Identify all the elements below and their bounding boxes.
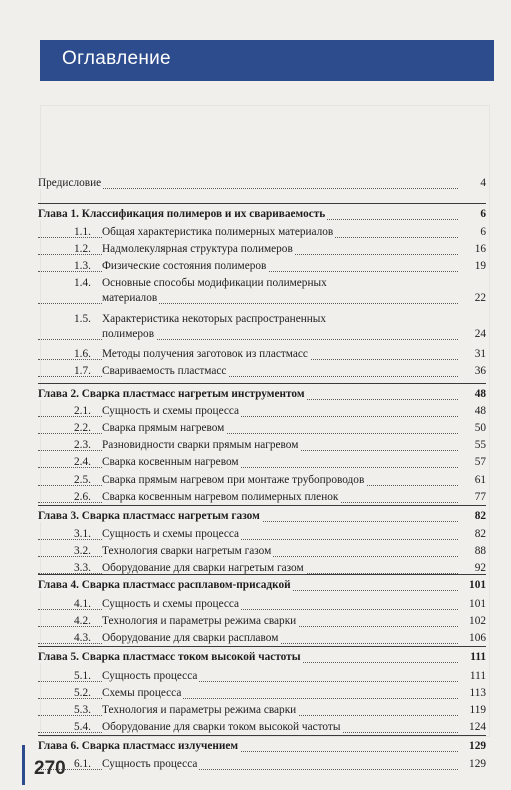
toc-entry-title: Сущность процесса [102,670,198,682]
toc-entry-title: Глава 5. Сварка пластмасс током высокой частоты [38,651,301,663]
header-bar [40,40,494,81]
toc-chapter[interactable] [38,651,486,667]
dot-leader [38,339,458,340]
page-number-rule [22,745,25,785]
toc-entry-number: 5.1. [74,670,91,682]
dot-leader [38,303,458,304]
toc-entry-title: Надмолекулярная структура полимеров [102,243,293,255]
toc-entry[interactable] [38,348,486,364]
toc-entry[interactable] [38,456,486,472]
toc-entry-page: 57 [474,456,486,468]
toc-entry-page: 119 [469,704,486,716]
toc-entry-page: 82 [474,510,486,522]
toc-entry-title: Методы получения заготовок из пластмасс [102,348,308,360]
page-number: 270 [34,758,66,779]
toc-entry[interactable] [38,758,486,774]
toc-entry-number: 2.2. [74,422,91,434]
toc-entry-title: Глава 1. Классификация полимеров и их свариваемость [38,208,326,220]
toc-entry-title: Глава 4. Сварка пластмасс расплавом-присадкой [38,579,291,591]
toc-entry-title: Сущность и схемы процесса [102,528,240,540]
toc-entry-page: 101 [469,598,486,610]
toc-entry-number: 1.5. [74,313,91,325]
toc-entry-title: Сварка прямым нагревом при монтаже трубопроводов [102,474,365,486]
toc-entry-page: 124 [469,721,486,733]
toc-entry-page: 48 [474,388,486,400]
toc-entry[interactable] [38,243,486,259]
toc-entry-page: 55 [474,439,486,451]
toc-entry-number: 3.2. [74,545,91,557]
toc-entry-page: 4 [480,177,486,189]
toc-entry-title: Сварка косвенным нагревом [102,456,239,468]
toc-entry-number: 2.3. [74,439,91,451]
toc-entry-number: 2.4. [74,456,91,468]
toc-entry-number: 2.1. [74,405,91,417]
toc-preface[interactable] [38,177,486,193]
toc-entry[interactable] [38,528,486,544]
toc-entry-number: 5.2. [74,687,91,699]
toc-entry-title: Технология и параметры режима сварки [102,615,297,627]
toc-entry-title: Предисловие [38,177,102,189]
toc-entry-title: Технология сварки нагретым газом [102,545,272,557]
toc-entry-page: 88 [474,545,486,557]
toc-entry[interactable] [38,704,486,720]
toc-entry-page: 111 [470,651,486,663]
toc-entry-page: 129 [469,758,486,770]
toc-entry-number: 1.2. [74,243,91,255]
toc-entry-continued [38,328,486,344]
toc-entry-number: 1.3. [74,260,91,272]
toc-entry[interactable] [38,277,486,293]
toc-entry-title: Сварка прямым нагревом [102,422,225,434]
toc-entry-title: Технология и параметры режима сварки [102,704,297,716]
toc-entry-number: 5.4. [74,721,91,733]
toc-entry-title: Оборудование для сварки нагретым газом [102,562,304,574]
toc-entry-title: Основные способы модификации полимерных [102,277,327,289]
toc-entry-title: Глава 3. Сварка пластмасс нагретым газом [38,510,260,522]
toc-entry[interactable] [38,260,486,276]
toc-entry-page: 22 [474,292,486,304]
toc-entry-title: Схемы процесса [102,687,182,699]
chapter-separator [38,646,486,647]
toc-entry-page: 92 [474,562,486,574]
toc-entry-page: 6 [480,226,486,238]
page-title: Оглавление [62,48,171,69]
toc-entry[interactable] [38,365,486,381]
toc-entry-number: 3.1. [74,528,91,540]
toc-entry-page: 111 [469,670,486,682]
toc-chapter[interactable] [38,579,486,595]
toc-entry-title: Сущность и схемы процесса [102,405,240,417]
chapter-separator [38,383,486,384]
toc-entry-title-continued: полимеров [102,328,155,340]
toc-entry-number: 2.6. [74,491,91,503]
toc-entry-title: Оборудование для сварки током высокой частоты [102,721,341,733]
toc-entry-number: 5.3. [74,704,91,716]
chapter-separator [38,735,486,736]
toc-entry-continued [38,292,486,308]
toc-entry-number: 1.1. [74,226,91,238]
toc-entry-title: Общая характеристика полимерных материалов [102,226,334,238]
toc-entry-page: 106 [469,632,486,644]
toc-entry[interactable] [38,313,486,329]
toc-entry[interactable] [38,439,486,455]
toc-entry-title-continued: материалов [102,292,158,304]
toc-entry-page: 77 [474,491,486,503]
toc-entry-page: 31 [474,348,486,360]
toc-entry-title: Глава 6. Сварка пластмасс излучением [38,740,239,752]
toc-chapter[interactable] [38,208,486,224]
chapter-separator [38,505,486,506]
toc-entry-number: 4.2. [74,615,91,627]
toc-entry[interactable] [38,562,486,578]
toc-entry-title: Разновидности сварки прямым нагревом [102,439,299,451]
toc-chapter[interactable] [38,740,486,756]
toc-entry-page: 82 [474,528,486,540]
toc-entry[interactable] [38,474,486,490]
toc-entry-page: 19 [474,260,486,272]
toc-chapter[interactable] [38,388,486,404]
toc-entry-page: 101 [469,579,486,591]
toc-entry-page: 129 [469,740,486,752]
toc-entry[interactable] [38,422,486,438]
toc-entry-page: 102 [469,615,486,627]
toc-entry[interactable] [38,670,486,686]
toc-entry-page: 113 [469,687,486,699]
toc-entry[interactable] [38,545,486,561]
chapter-separator [38,203,486,204]
toc-entry-page: 6 [480,208,486,220]
chapter-separator [38,574,486,575]
toc-entry-number: 2.5. [74,474,91,486]
toc-entry-title: Сущность и схемы процесса [102,598,240,610]
toc-entry[interactable] [38,226,486,242]
toc-entry-page: 36 [474,365,486,377]
toc-entry-number: 1.6. [74,348,91,360]
toc-entry-title: Сущность процесса [102,758,198,770]
toc-entry-number: 4.3. [74,632,91,644]
toc-entry-title: Глава 2. Сварка пластмасс нагретым инструментом [38,388,305,400]
toc-entry-page: 50 [474,422,486,434]
toc-entry[interactable] [38,615,486,631]
toc-entry-number: 1.7. [74,365,91,377]
toc-entry-page: 16 [474,243,486,255]
toc-entry-title: Сварка косвенным нагревом полимерных пленок [102,491,339,503]
toc-entry-page: 24 [474,328,486,340]
toc-entry-page: 61 [474,474,486,486]
toc-entry[interactable] [38,405,486,421]
toc-entry-number: 4.1. [74,598,91,610]
toc-entry-number: 6.1. [74,758,91,770]
toc-entry[interactable] [38,687,486,703]
toc-entry-number: 3.3. [74,562,91,574]
toc-entry[interactable] [38,598,486,614]
toc-entry-title: Характеристика некоторых распространенных [102,313,327,325]
toc-chapter[interactable] [38,510,486,526]
toc-entry-page: 48 [474,405,486,417]
toc-entry-number: 1.4. [74,277,91,289]
toc-entry-title: Свариваемость пластмасс [102,365,227,377]
toc-entry-title: Физические состояния полимеров [102,260,267,272]
toc-entry-title: Оборудование для сварки расплавом [102,632,279,644]
